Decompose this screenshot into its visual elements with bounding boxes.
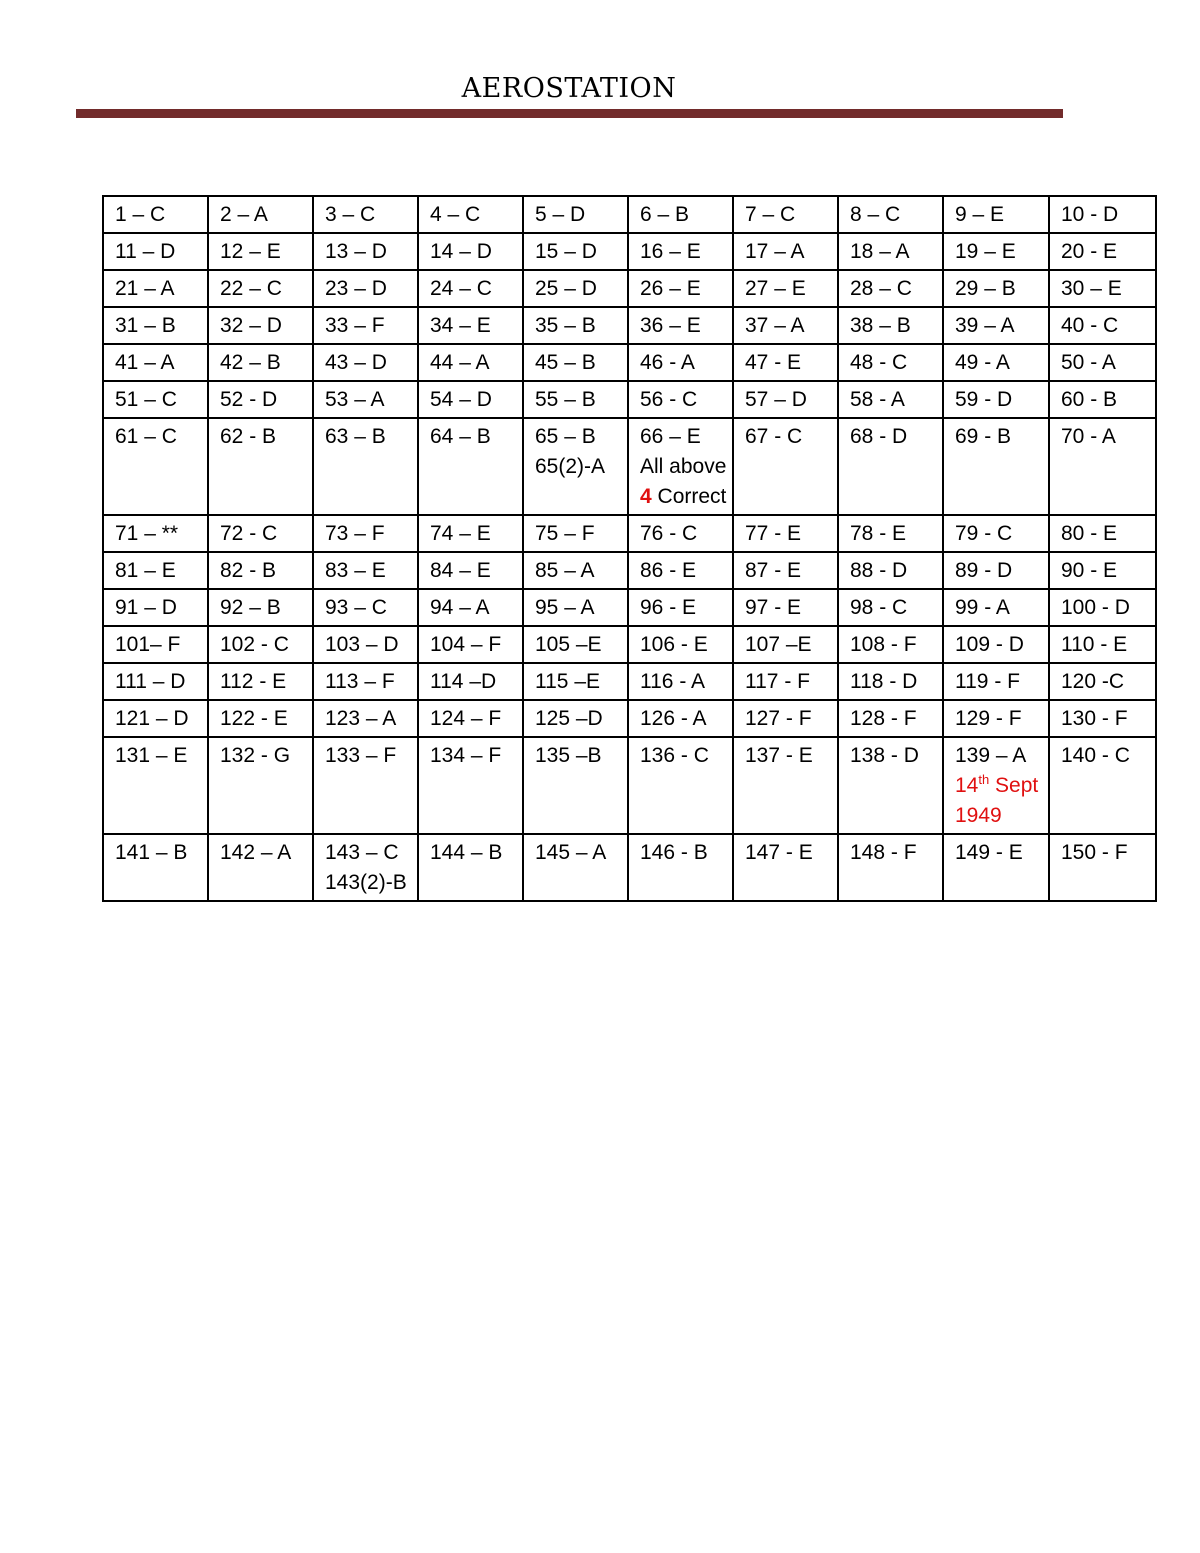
answer-cell: 32 – D	[208, 307, 313, 344]
answer-cell: 64 – B	[418, 418, 523, 515]
answer-cell: 7 – C	[733, 196, 838, 233]
answer-cell: 39 – A	[943, 307, 1049, 344]
answer-cell: 126 - A	[628, 700, 733, 737]
answer-cell: 13 – D	[313, 233, 418, 270]
answer-cell: 4 – C	[418, 196, 523, 233]
answer-cell: 27 – E	[733, 270, 838, 307]
answer-cell: 9 – E	[943, 196, 1049, 233]
answer-cell: 41 – A	[103, 344, 208, 381]
answer-alternate: 143(2)-B	[325, 871, 407, 894]
answer-cell: 30 – E	[1049, 270, 1156, 307]
answer-cell: 62 - B	[208, 418, 313, 515]
answer-cell: 58 - A	[838, 381, 943, 418]
date-month: Sept	[995, 774, 1039, 797]
answer-cell: 141 – B	[103, 834, 208, 901]
answer-cell: 90 - E	[1049, 552, 1156, 589]
answer-cell: 38 – B	[838, 307, 943, 344]
answer-cell: 115 –E	[523, 663, 628, 700]
answer-cell: 84 – E	[418, 552, 523, 589]
answer-cell: 82 - B	[208, 552, 313, 589]
answer-cell: 14 – D	[418, 233, 523, 270]
answer-cell: 79 - C	[943, 515, 1049, 552]
answer-main: 139 – A	[955, 744, 1027, 767]
answer-cell: 93 – C	[313, 589, 418, 626]
answer-cell: 87 - E	[733, 552, 838, 589]
answer-cell: 101– F	[103, 626, 208, 663]
answer-cell: 70 - A	[1049, 418, 1156, 515]
answer-cell: 54 – D	[418, 381, 523, 418]
answer-cell: 103 – D	[313, 626, 418, 663]
answer-cell: 98 - C	[838, 589, 943, 626]
answer-cell: 127 - F	[733, 700, 838, 737]
answer-cell: 51 – C	[103, 381, 208, 418]
answer-cell: 96 - E	[628, 589, 733, 626]
answer-cell: 15 – D	[523, 233, 628, 270]
answer-cell: 74 – E	[418, 515, 523, 552]
page-title: AEROSTATION	[461, 73, 677, 104]
answer-cell: 53 – A	[313, 381, 418, 418]
answer-cell: 29 – B	[943, 270, 1049, 307]
table-row	[103, 834, 1156, 901]
answer-cell: 49 - A	[943, 344, 1049, 381]
answer-cell: 3 – C	[313, 196, 418, 233]
answer-key-table	[102, 195, 1157, 902]
answer-cell: 20 - E	[1049, 233, 1156, 270]
answer-cell: 114 –D	[418, 663, 523, 700]
answer-cell: 47 - E	[733, 344, 838, 381]
answer-cell: 31 – B	[103, 307, 208, 344]
answer-cell: 45 – B	[523, 344, 628, 381]
answer-cell	[523, 418, 628, 515]
answer-cell: 86 - E	[628, 552, 733, 589]
answer-cell: 23 – D	[313, 270, 418, 307]
answer-cell: 68 - D	[838, 418, 943, 515]
answer-cell: 35 – B	[523, 307, 628, 344]
answer-cell: 56 - C	[628, 381, 733, 418]
answer-cell: 117 - F	[733, 663, 838, 700]
answer-cell: 121 – D	[103, 700, 208, 737]
answer-cell: 109 - D	[943, 626, 1049, 663]
answer-cell: 88 - D	[838, 552, 943, 589]
table-row	[103, 589, 1156, 626]
answer-cell: 137 - E	[733, 737, 838, 834]
table-row	[103, 233, 1156, 270]
answer-cell: 129 - F	[943, 700, 1049, 737]
answer-cell: 123 – A	[313, 700, 418, 737]
answer-cell: 10 - D	[1049, 196, 1156, 233]
answer-cell: 107 –E	[733, 626, 838, 663]
answer-cell: 135 –B	[523, 737, 628, 834]
answer-cell: 112 - E	[208, 663, 313, 700]
answer-cell: 147 - E	[733, 834, 838, 901]
answer-cell: 131 – E	[103, 737, 208, 834]
answer-cell: 21 – A	[103, 270, 208, 307]
answer-cell: 120 -C	[1049, 663, 1156, 700]
answer-main: 65 – B	[535, 425, 596, 448]
answer-cell: 132 - G	[208, 737, 313, 834]
answer-cell: 6 – B	[628, 196, 733, 233]
table-row	[103, 626, 1156, 663]
answer-cell: 75 – F	[523, 515, 628, 552]
answer-cell: 91 – D	[103, 589, 208, 626]
answer-cell: 133 – F	[313, 737, 418, 834]
answer-cell: 144 – B	[418, 834, 523, 901]
answer-cell: 104 – F	[418, 626, 523, 663]
answer-cell: 128 - F	[838, 700, 943, 737]
answer-cell: 150 - F	[1049, 834, 1156, 901]
answer-cell	[628, 418, 733, 515]
answer-cell	[943, 737, 1049, 834]
answer-cell	[313, 834, 418, 901]
table-row	[103, 270, 1156, 307]
answer-cell: 26 – E	[628, 270, 733, 307]
date-suffix: th	[978, 772, 990, 787]
table-row	[103, 552, 1156, 589]
answer-cell: 16 – E	[628, 233, 733, 270]
answer-cell: 102 - C	[208, 626, 313, 663]
table-row	[103, 418, 1156, 515]
answer-cell: 134 – F	[418, 737, 523, 834]
answer-cell: 125 –D	[523, 700, 628, 737]
answer-cell: 33 – F	[313, 307, 418, 344]
answer-cell: 85 – A	[523, 552, 628, 589]
answer-cell: 124 – F	[418, 700, 523, 737]
answer-cell: 11 – D	[103, 233, 208, 270]
answer-cell: 116 - A	[628, 663, 733, 700]
answer-cell: 77 - E	[733, 515, 838, 552]
answer-alternate: 65(2)-A	[535, 455, 606, 478]
answer-cell: 95 – A	[523, 589, 628, 626]
table-row	[103, 196, 1156, 233]
date-year: 1949	[955, 804, 1002, 827]
answer-cell: 119 - F	[943, 663, 1049, 700]
answer-cell: 43 – D	[313, 344, 418, 381]
answer-cell: 81 – E	[103, 552, 208, 589]
answer-cell: 44 – A	[418, 344, 523, 381]
table-row	[103, 700, 1156, 737]
answer-cell: 69 - B	[943, 418, 1049, 515]
answer-main: 66 – E	[640, 425, 701, 448]
answer-cell: 78 - E	[838, 515, 943, 552]
answer-cell: 99 - A	[943, 589, 1049, 626]
answer-cell: 1 – C	[103, 196, 208, 233]
answer-cell: 94 – A	[418, 589, 523, 626]
title-divider	[76, 109, 1063, 118]
date-note	[955, 771, 1044, 801]
answer-cell: 130 - F	[1049, 700, 1156, 737]
answer-cell: 83 – E	[313, 552, 418, 589]
answer-cell: 149 - E	[943, 834, 1049, 901]
highlight-number: 4	[640, 485, 652, 508]
table-row	[103, 737, 1156, 834]
answer-cell: 146 - B	[628, 834, 733, 901]
table-row	[103, 307, 1156, 344]
answer-cell: 110 - E	[1049, 626, 1156, 663]
answer-cell: 8 – C	[838, 196, 943, 233]
answer-cell: 22 – C	[208, 270, 313, 307]
answer-cell: 48 - C	[838, 344, 943, 381]
date-day: 14	[955, 774, 979, 797]
answer-cell: 73 – F	[313, 515, 418, 552]
answer-cell: 18 – A	[838, 233, 943, 270]
answer-cell: 100 - D	[1049, 589, 1156, 626]
answer-cell: 72 - C	[208, 515, 313, 552]
answer-cell: 80 - E	[1049, 515, 1156, 552]
table-row	[103, 515, 1156, 552]
answer-cell: 111 – D	[103, 663, 208, 700]
answer-cell: 28 – C	[838, 270, 943, 307]
answer-cell: 37 – A	[733, 307, 838, 344]
answer-cell: 92 – B	[208, 589, 313, 626]
answer-cell: 55 – B	[523, 381, 628, 418]
answer-cell: 2 – A	[208, 196, 313, 233]
answer-cell: 12 – E	[208, 233, 313, 270]
answer-cell: 19 – E	[943, 233, 1049, 270]
answer-cell: 145 – A	[523, 834, 628, 901]
answer-cell: 105 –E	[523, 626, 628, 663]
answer-cell: 67 - C	[733, 418, 838, 515]
answer-cell: 76 - C	[628, 515, 733, 552]
answer-note-line	[640, 482, 728, 512]
answer-cell: 97 - E	[733, 589, 838, 626]
answer-cell: 24 – C	[418, 270, 523, 307]
answer-cell: 142 – A	[208, 834, 313, 901]
answer-cell: 118 - D	[838, 663, 943, 700]
answer-cell: 60 - B	[1049, 381, 1156, 418]
answer-cell: 42 – B	[208, 344, 313, 381]
answer-cell: 17 – A	[733, 233, 838, 270]
table-row	[103, 344, 1156, 381]
answer-cell: 148 - F	[838, 834, 943, 901]
answer-cell: 140 - C	[1049, 737, 1156, 834]
answer-cell: 46 - A	[628, 344, 733, 381]
answer-cell: 113 – F	[313, 663, 418, 700]
answer-cell: 59 - D	[943, 381, 1049, 418]
table-row	[103, 663, 1156, 700]
answer-cell: 5 – D	[523, 196, 628, 233]
answer-cell: 34 – E	[418, 307, 523, 344]
answer-cell: 52 - D	[208, 381, 313, 418]
answer-cell: 136 - C	[628, 737, 733, 834]
answer-cell: 71 – **	[103, 515, 208, 552]
answer-cell: 108 - F	[838, 626, 943, 663]
answer-cell: 63 – B	[313, 418, 418, 515]
answer-cell: 61 – C	[103, 418, 208, 515]
answer-cell: 25 – D	[523, 270, 628, 307]
table-row	[103, 381, 1156, 418]
answer-cell: 36 – E	[628, 307, 733, 344]
answer-cell: 57 – D	[733, 381, 838, 418]
answer-cell: 40 - C	[1049, 307, 1156, 344]
answer-cell: 106 - E	[628, 626, 733, 663]
answer-cell: 138 - D	[838, 737, 943, 834]
answer-cell: 122 - E	[208, 700, 313, 737]
answer-note: Correct	[657, 485, 727, 508]
answer-main: 143 – C	[325, 841, 399, 864]
answer-cell: 89 - D	[943, 552, 1049, 589]
answer-note: All above	[640, 455, 727, 478]
answer-cell: 50 - A	[1049, 344, 1156, 381]
